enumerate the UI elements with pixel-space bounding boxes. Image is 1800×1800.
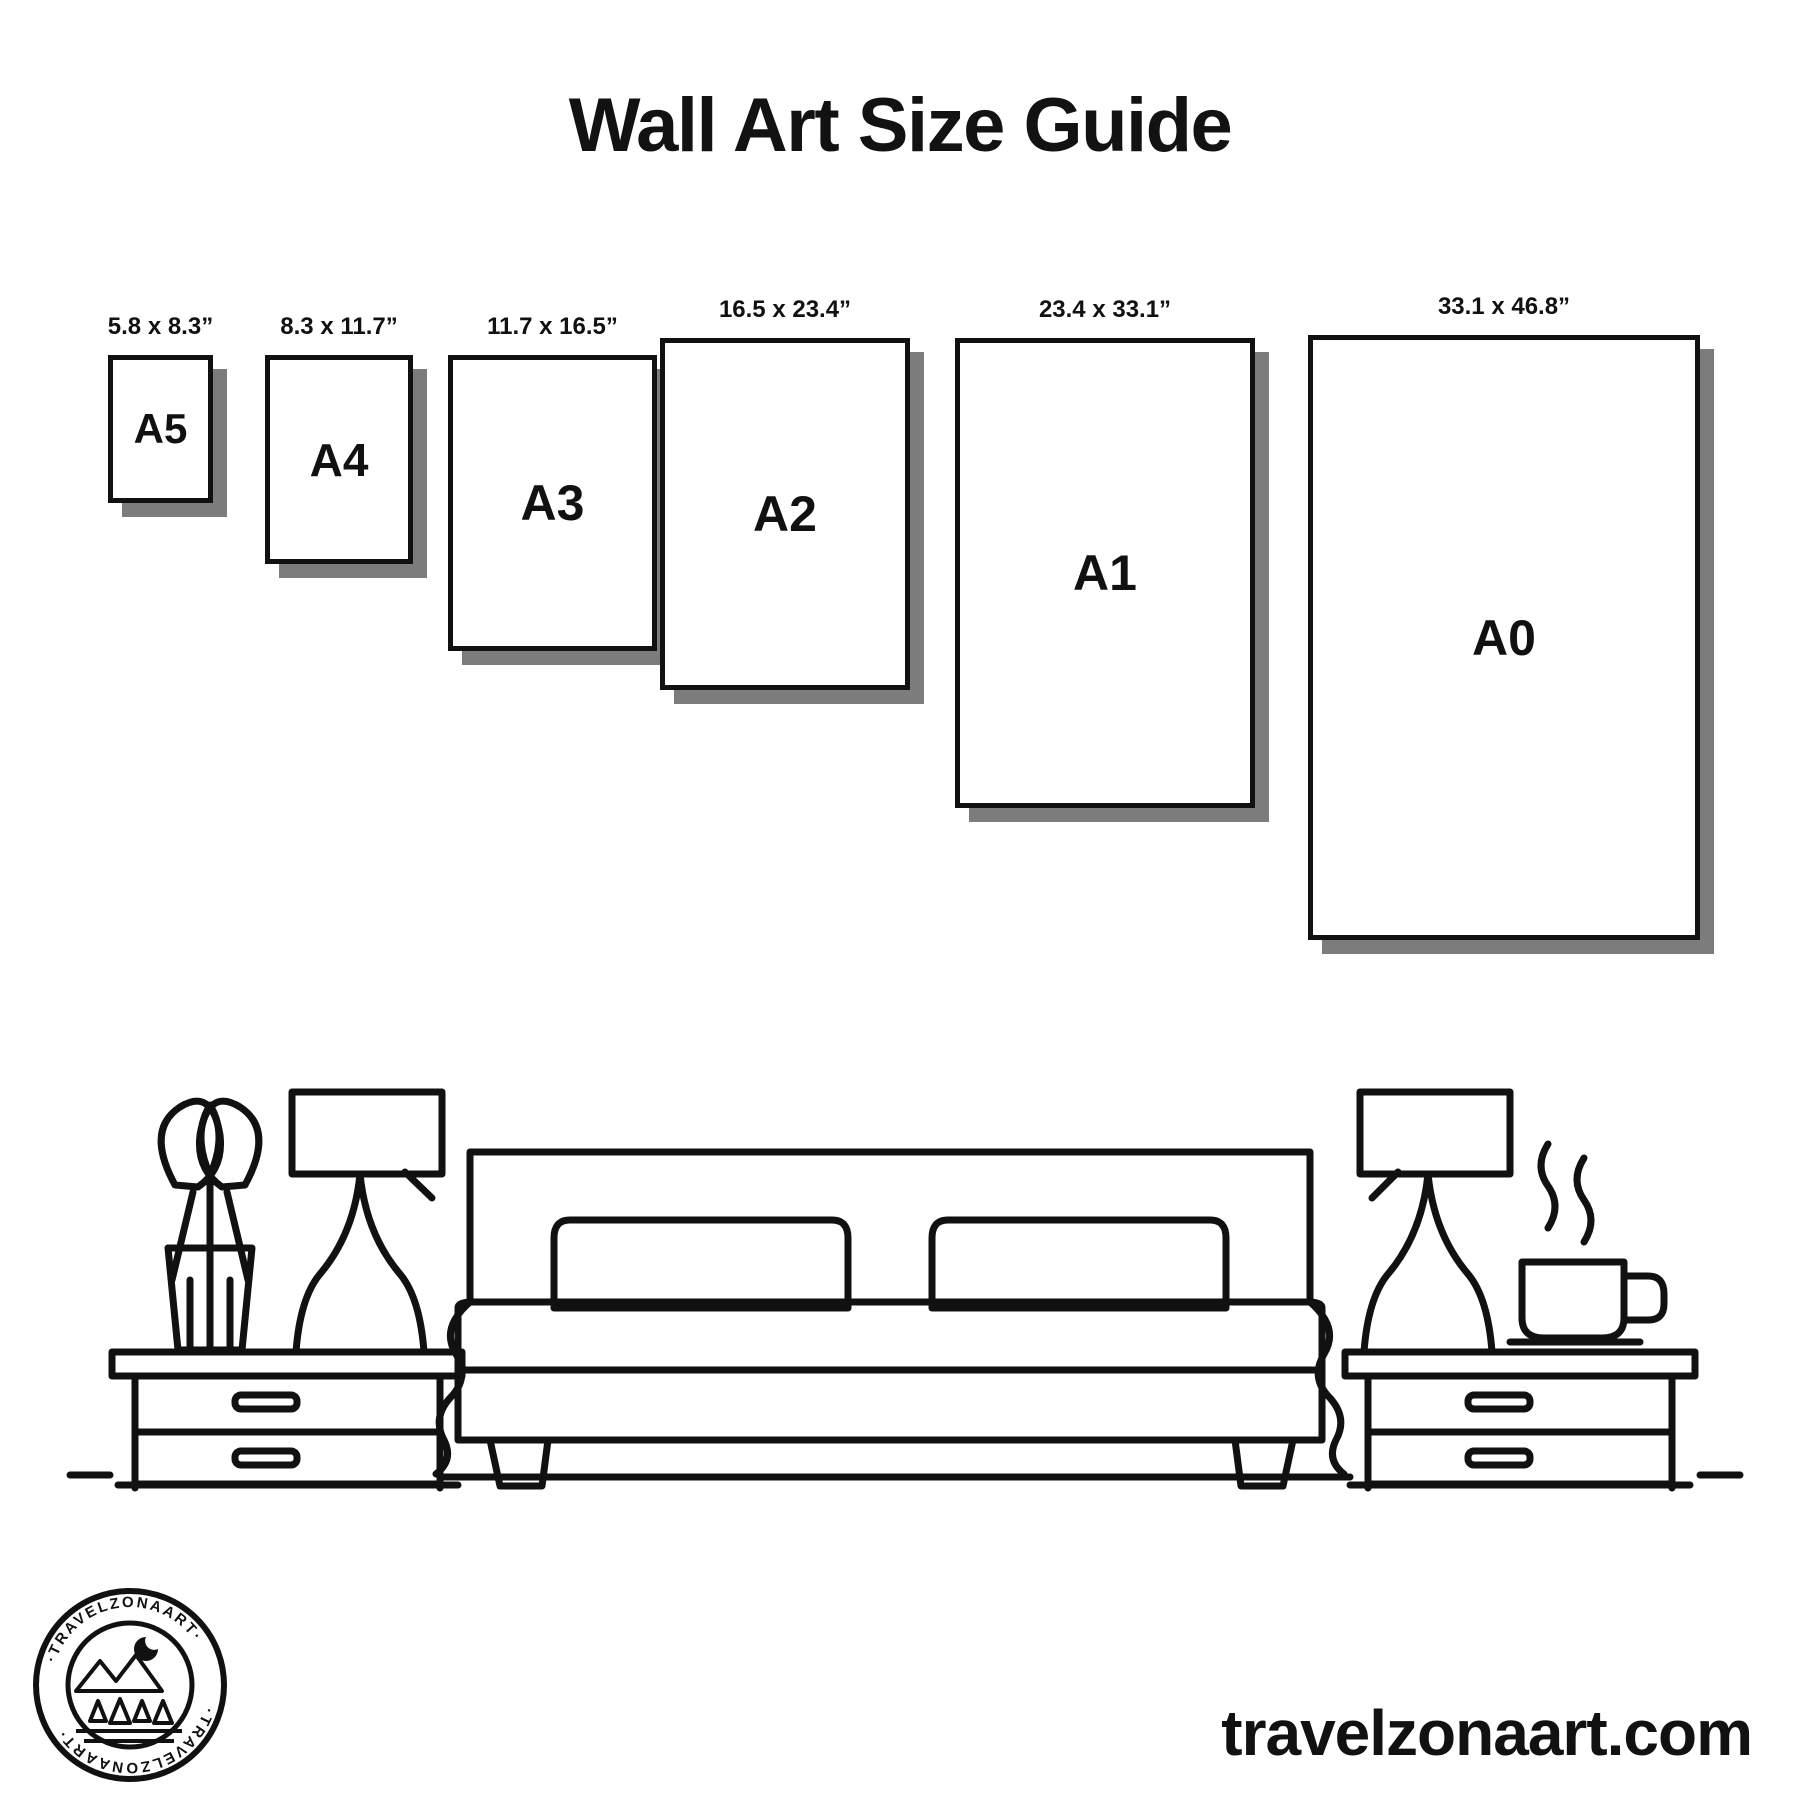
steam-left: [1541, 1144, 1555, 1228]
drawer-handle-upper: [1468, 1395, 1530, 1409]
poster-a4[interactable]: [265, 313, 413, 564]
brand-logo[interactable]: [30, 1585, 230, 1785]
drawer-handle-lower: [1468, 1451, 1530, 1465]
logo-moon: [134, 1637, 158, 1661]
logo-inner-ring: [68, 1623, 192, 1747]
pillow-right: [932, 1220, 1226, 1308]
poster-a3-sheet[interactable]: [448, 355, 657, 651]
poster-a5[interactable]: [107, 313, 214, 503]
poster-a5-sheet[interactable]: [108, 355, 213, 503]
pillow-left: [554, 1220, 848, 1308]
right-nightstand: [1345, 1352, 1695, 1488]
poster-a1-dimensions: 23.4 x 33.1”: [1038, 296, 1172, 323]
logo-tree-3: [134, 1701, 150, 1721]
poster-a5-dimensions: 5.8 x 8.3”: [107, 313, 214, 340]
poster-a1-sheet[interactable]: [955, 338, 1255, 808]
poster-a0-sheet[interactable]: [1308, 335, 1700, 940]
poster-a0-label: A0: [1472, 609, 1536, 666]
vase-with-flowers: [161, 1101, 259, 1350]
poster-a4-sheet[interactable]: [265, 355, 413, 564]
poster-a1-label: A1: [1073, 545, 1137, 601]
poster-a4-label: A4: [309, 433, 369, 486]
poster-a2-sheet[interactable]: [660, 338, 910, 690]
bedroom-illustration: [60, 980, 1750, 1540]
poster-a3[interactable]: [448, 313, 657, 651]
poster-a3-label: A3: [520, 475, 585, 531]
page-title: Wall Art Size Guide: [568, 83, 1232, 168]
logo-text-bottom: ·TRAVELZONAART·: [53, 1705, 218, 1777]
left-table-lamp: [292, 1092, 442, 1352]
right-table-lamp: [1360, 1092, 1510, 1352]
poster-a4-dimensions: 8.3 x 11.7”: [280, 313, 398, 340]
logo-tree-1: [90, 1701, 106, 1721]
poster-a2-dimensions: 16.5 x 23.4”: [718, 296, 852, 323]
poster-a1[interactable]: [955, 296, 1255, 808]
drawer-handle-lower: [235, 1451, 297, 1465]
poster-size-row: [0, 290, 1800, 1020]
poster-a0-dimensions: 33.1 x 46.8”: [1437, 293, 1571, 320]
coffee-cup: [1510, 1144, 1664, 1342]
logo-tree-4: [154, 1701, 172, 1723]
blanket-right-drape: [1310, 1302, 1344, 1474]
poster-a3-dimensions: 11.7 x 16.5”: [487, 313, 618, 340]
logo-tree-2: [110, 1699, 130, 1723]
logo-text-top: ·TRAVELZONAART·: [42, 1593, 207, 1665]
drawer-handle-upper: [235, 1395, 297, 1409]
site-url[interactable]: travelzonaart.com: [1221, 1697, 1752, 1769]
poster-a5-label: A5: [133, 405, 188, 452]
poster-a2-label: A2: [753, 486, 817, 542]
left-nightstand: [112, 1352, 462, 1488]
bed: [436, 1152, 1350, 1486]
logo-outer-ring: [36, 1591, 224, 1779]
steam-right: [1577, 1158, 1591, 1242]
poster-a2[interactable]: [660, 296, 910, 690]
poster-a0[interactable]: [1308, 293, 1700, 940]
